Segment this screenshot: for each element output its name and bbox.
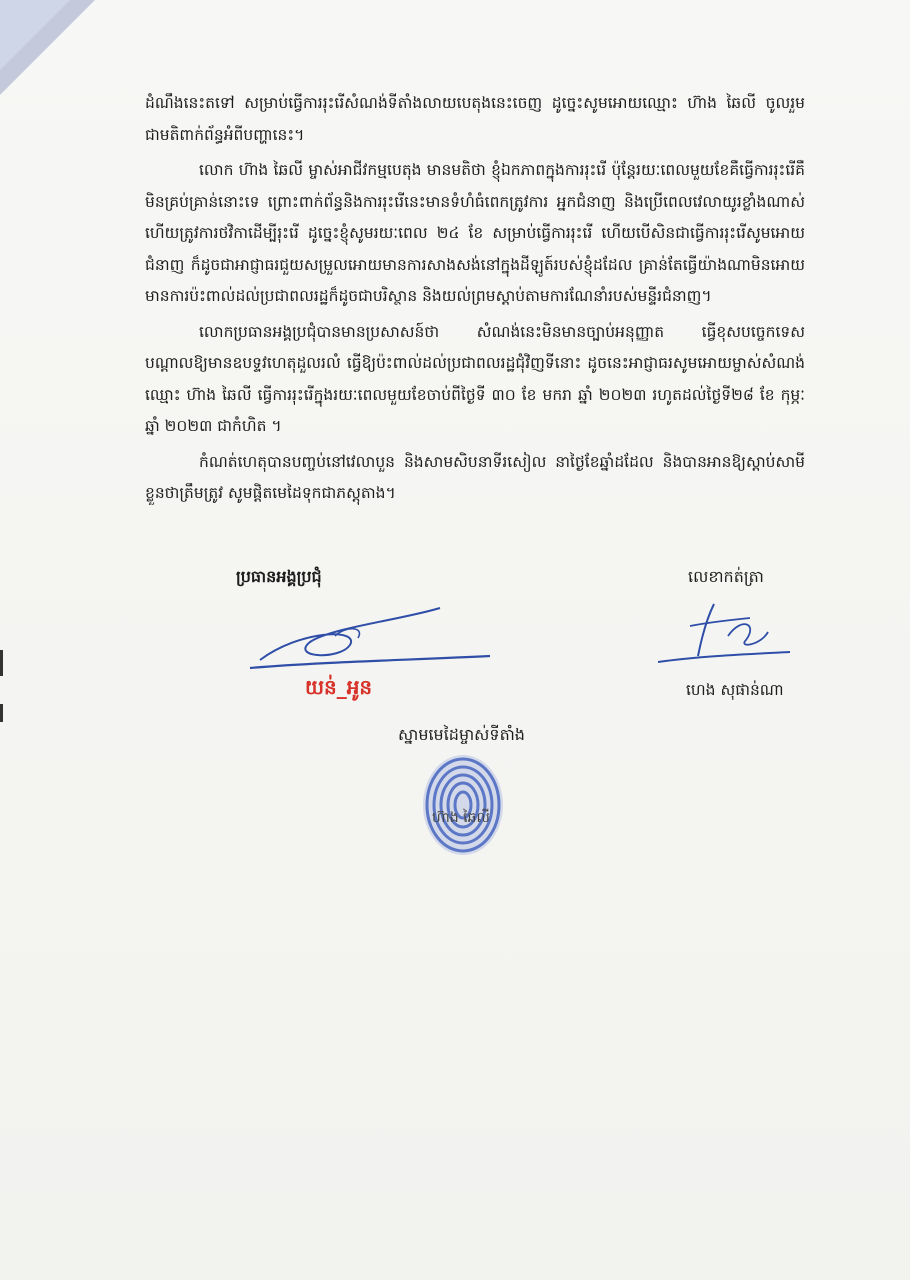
paragraph-2: លោក ហ៊ាង ឆៃលី ម្ចាស់អាជីវកម្មបេតុង មានមតិថា ខ្ញុំឯកភាពក្នុងការរុះរើ ប៉ុន្តែរយៈពេលមួយខែគឺធ្វើការរុះរើគឺមិនគ្រប់គ្រាន់នោះទេ ព្រោះពាក់ព័ន្ធនិងការរុះរើនេះមានទំហំធំពេកត្រូវការ អ្នកជំនាញ និងប្រើពេលវេលាយូរខ្លាំងណាស់ ហើយត្រូវការថវិកាដើម្បីរុះរើ ដូច្នេះខ្ញុំសូមរយៈពេល ២៤ ខែ សម្រាប់ធ្វើការរុះរើ ហើយបើសិនជាធ្វើការរុះរើសូមអោយជំនាញ ក៏ដូចជាអាជ្ញាធរជួយសម្រួលអោយមានការសាងសង់នៅក្នុងដីឡូត៍របស់ខ្ញុំដដែល គ្រាន់តែធ្វើយ៉ាងណាមិនអោយមានការប៉ះពាល់ដល់ប្រជាពលរដ្ឋក៏ដូចជាបរិស្ថាន និងយល់ព្រមស្តាប់តាមការណែនាំរបស់មន្ទីរជំនាញ។ — [145, 161, 805, 305]
thumbprint-icon — [418, 752, 508, 858]
folded-corner-highlight — [0, 0, 70, 70]
chair-title: ប្រធានអង្គប្រជុំ — [236, 567, 322, 586]
edge-mark — [0, 650, 3, 676]
secretary-signature — [650, 596, 800, 671]
owner-name: ហ៊ាង ឆៃលី — [432, 810, 490, 826]
secretary-title: លេខាកត់ត្រា — [688, 567, 764, 586]
owner-thumbprint-title: ស្នាមមេដៃម្ចាស់ទីតាំង — [398, 725, 525, 744]
paragraph-4: កំណត់ហេតុបានបញ្ចប់នៅវេលាបួន និងសាមសិបនាទីរសៀល នាថ្ងៃខែឆ្នាំដដែល និងបានអានឱ្យស្តាប់សាមីខ្លួនថាត្រឹមត្រូវ សូមផ្តិតមេដៃទុកជាភស្តុតាង។ — [145, 452, 805, 502]
secretary-name: ហេង សុផាន់ណា — [686, 681, 784, 699]
chair-signature — [240, 590, 500, 680]
minutes-body — [145, 88, 805, 514]
chair-name-stamp: យន់_អូន — [305, 675, 373, 699]
paragraph-1: ដំណឹងនេះតទៅ សម្រាប់ធ្វើការរុះរើសំណង់ទីតាំងលាយបេតុងនេះចេញ ដូច្នេះសូមអោយឈ្មោះ ហ៊ាង ឆៃលី ចូលរួមជាមតិពាក់ព័ន្ធអំពីបញ្ហានេះ។ — [145, 94, 805, 144]
edge-mark — [0, 704, 3, 722]
paragraph-3: លោកប្រធានអង្គប្រជុំបានមានប្រសាសន៍ថា សំណង់នេះមិនមានច្បាប់អនុញ្ញាត ធ្វើខុសបច្ចេកទេស បណ្តាលឱ្យមានឧបទ្ទវហេតុដួលរលំ ធ្វើឱ្យប៉ះពាល់ដល់ប្រជាពលរដ្ឋជុំវិញទីនោះ ដូចនេះអាជ្ញាធរសូមអោយម្ចាស់សំណង់ឈ្មោះ ហ៊ាង ឆៃលី ធ្វើការរុះរើក្នុងរយៈពេលមួយខែចាប់ពីថ្ងៃទី ៣០ ខែ មករា ឆ្នាំ ២០២៣ រហូតដល់ថ្ងៃទី២៨ ខែ កុម្ភៈ ឆ្នាំ ២០២៣ ជាកំហិត ។ — [145, 322, 805, 435]
